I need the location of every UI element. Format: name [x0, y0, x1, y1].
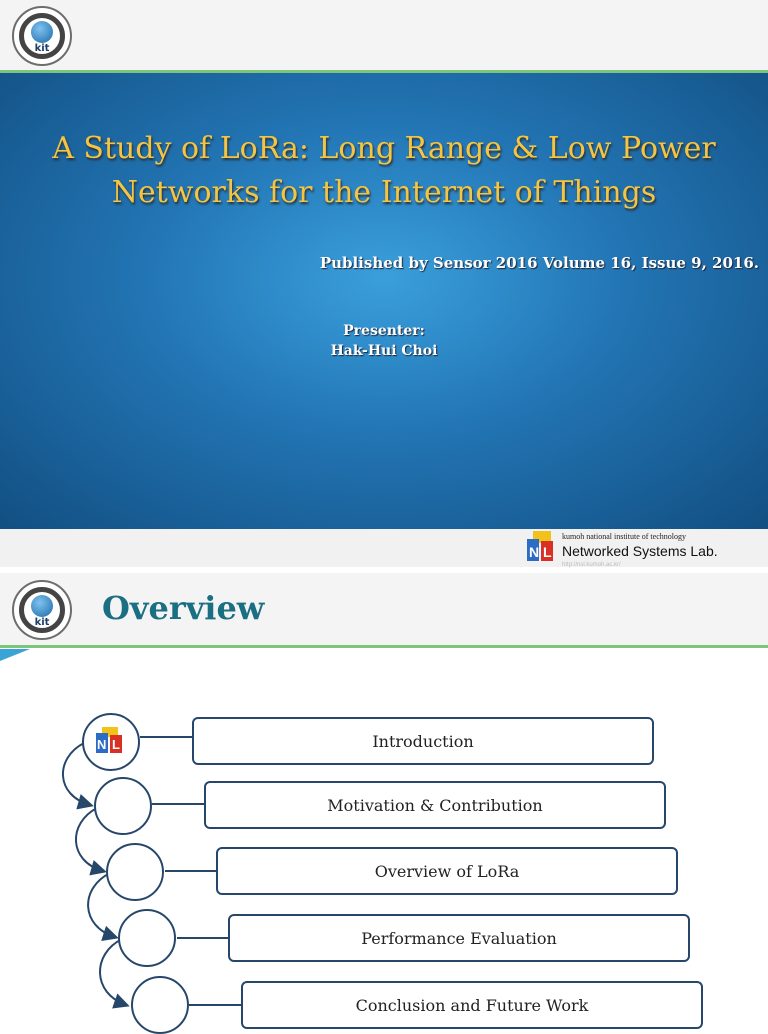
nsl-lab-logo-icon: [84, 715, 138, 769]
slide-title: [10, 127, 758, 215]
agenda-circle-5: [131, 976, 189, 1034]
lab-name: Networked Systems Lab.: [562, 543, 718, 559]
nsl-lab-logo-icon: [527, 531, 557, 563]
lab-institute: kumoh national institute of technology: [562, 532, 686, 541]
agenda-item-performance: Performance Evaluation: [228, 914, 690, 962]
connector-line: [165, 870, 217, 872]
agenda-item-overview-lora: Overview of LoRa: [216, 847, 678, 895]
connector-line: [152, 803, 204, 805]
title-line-2: Networks for the Internet of Things: [111, 175, 657, 210]
svg-text:N: N: [97, 737, 107, 752]
agenda-circle-3: [106, 843, 164, 901]
presenter-label: Presenter:: [343, 323, 425, 339]
agenda-item-conclusion: Conclusion and Future Work: [241, 981, 703, 1029]
svg-text:L: L: [112, 737, 120, 752]
connector-line: [177, 937, 229, 939]
presenter-block: [284, 321, 484, 361]
agenda-circle-4: [118, 909, 176, 967]
kit-university-seal-icon: [12, 6, 72, 66]
agenda-item-introduction: Introduction: [192, 717, 654, 765]
page-title: Overview: [102, 589, 265, 627]
connector-line: [140, 736, 192, 738]
agenda-circle-2: [94, 777, 152, 835]
presenter-name: Hak-Hui Choi: [330, 343, 438, 359]
slide-header: [0, 0, 768, 72]
title-line-1: A Study of LoRa: Long Range & Low Power: [52, 131, 716, 166]
svg-text:L: L: [543, 544, 552, 560]
lab-url: http://nsl.kumoh.ac.kr/: [562, 562, 621, 568]
overview-slide: [0, 573, 768, 1024]
logo-text: kit: [34, 617, 50, 628]
logo-text: kit: [34, 43, 50, 54]
svg-text:N: N: [529, 544, 540, 560]
agenda-item-motivation: Motivation & Contribution: [204, 781, 666, 829]
agenda-circle-1: [82, 713, 140, 771]
connector-line: [189, 1004, 241, 1006]
publication-info: Published by Sensor 2016 Volume 16, Issue 9, 2016.: [319, 254, 759, 272]
